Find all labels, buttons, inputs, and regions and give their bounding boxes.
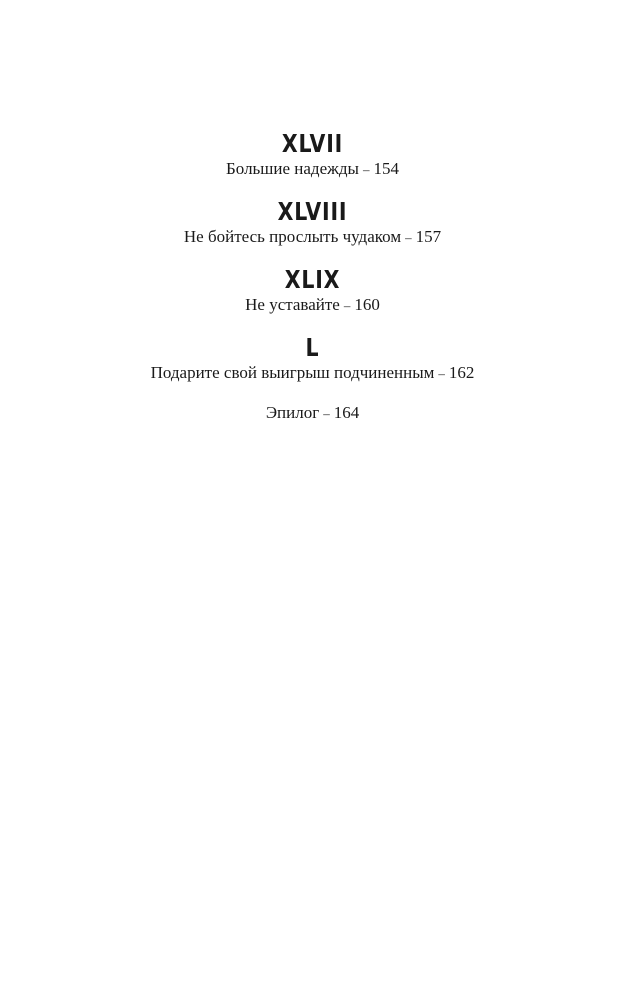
epilogue-title: Эпилог <box>265 403 320 422</box>
chapter-page: 160 <box>354 295 380 314</box>
chapter-title-line <box>0 158 625 181</box>
title-dash: – <box>343 298 351 313</box>
title-dash: – <box>323 406 330 421</box>
chapter-title-line <box>0 362 625 385</box>
chapter-numeral: L <box>305 333 320 362</box>
chapter-title-line <box>0 226 625 249</box>
chapter-page: 154 <box>373 159 399 178</box>
chapter-page: 157 <box>415 227 442 246</box>
title-dash: – <box>405 230 412 245</box>
chapter-title-line <box>0 294 625 317</box>
chapter-numeral: XLVII <box>281 129 344 158</box>
chapter-numeral: XLVIII <box>277 197 348 226</box>
toc-entry-49 <box>0 266 625 317</box>
chapter-numeral: XLIX <box>284 265 341 294</box>
toc-entry-epilogue <box>0 402 625 425</box>
epilogue-title-line <box>0 402 625 425</box>
chapter-title: Не уставайте <box>245 295 340 314</box>
epilogue-page: 164 <box>333 403 360 422</box>
chapter-title: Подарите свой выигрыш подчиненным <box>150 363 435 382</box>
title-dash: – <box>362 162 370 177</box>
toc-entry-48 <box>0 198 625 249</box>
toc-entry-50 <box>0 334 625 385</box>
chapter-page: 162 <box>448 363 475 382</box>
table-of-contents <box>0 130 625 425</box>
chapter-title: Большие надежды <box>226 159 359 178</box>
chapter-title: Не бойтесь прослыть чудаком <box>183 227 402 246</box>
toc-entry-47 <box>0 130 625 181</box>
title-dash: – <box>438 366 445 381</box>
